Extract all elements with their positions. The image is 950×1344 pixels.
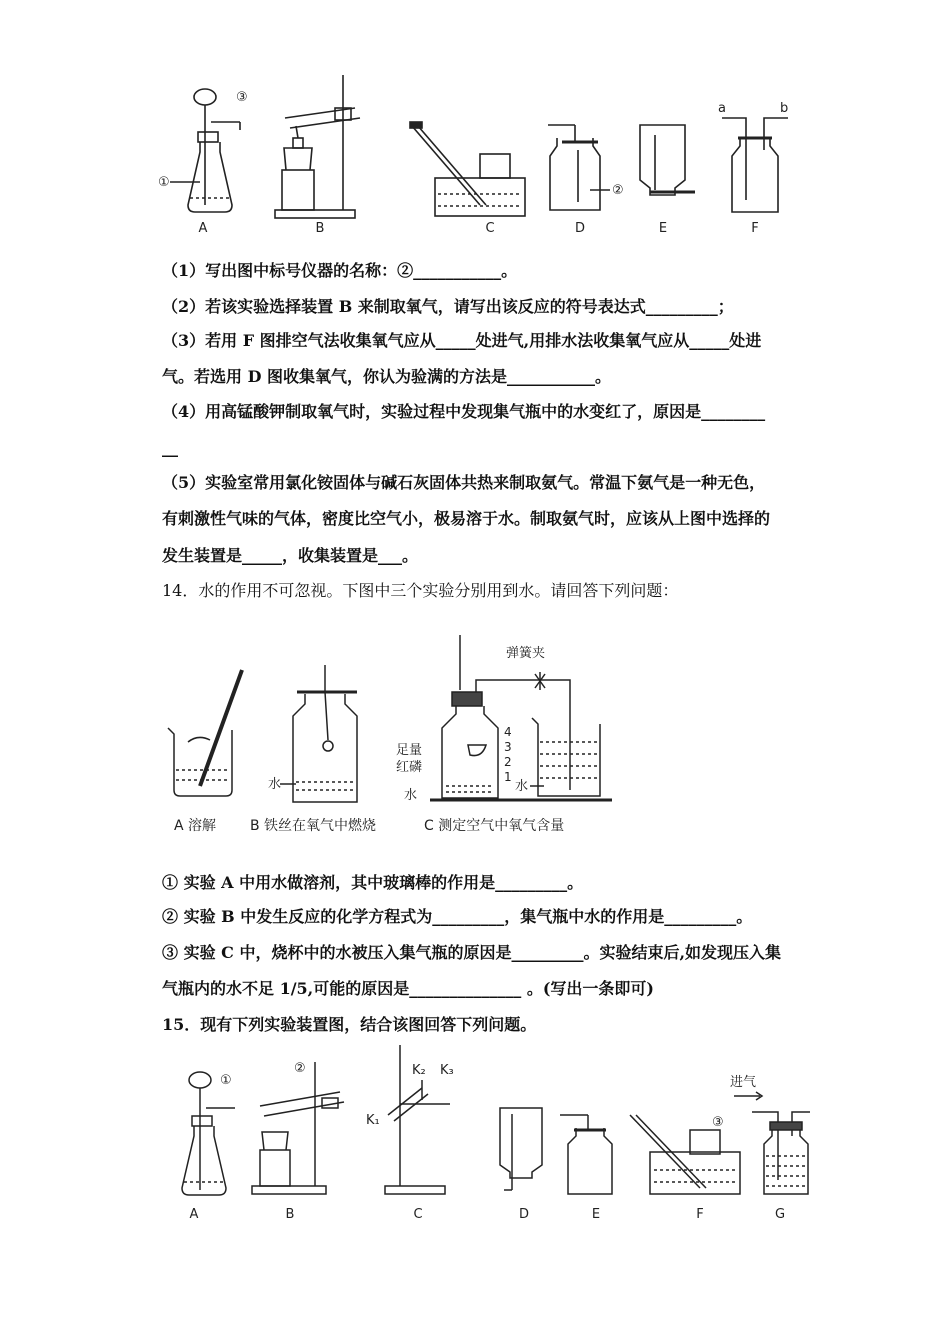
q15-k2: K₂	[412, 1063, 426, 1078]
fig1-mark-2: ②	[612, 183, 624, 198]
apparatus-b-heating	[275, 75, 360, 218]
fig1-label-d: D	[574, 221, 586, 236]
q13-part-4a: （4）用高锰酸钾制取氧气时，实验过程中发现集气瓶中的水变红了，原因是________	[162, 402, 766, 421]
apparatus-figure-q15	[160, 1040, 820, 1230]
experiment-c-beaker-water-label: 水	[515, 779, 529, 794]
q13-part-5b: 有刺激性气味的气体，密度比空气小，极易溶于水。制取氨气时，应该从上图中选择的	[162, 509, 771, 528]
experiment-b-gas-jar	[280, 665, 357, 802]
scale-mark-3: 3	[504, 740, 512, 754]
q15-mark-1: ①	[220, 1073, 232, 1088]
scale-mark-2: 2	[504, 755, 512, 769]
fig1-label-c: C	[485, 221, 495, 236]
experiment-c-red-p-line2: 红磷	[396, 760, 423, 775]
caption-c: C 测定空气中氧气含量	[424, 818, 565, 834]
q13-part-2: （2）若该实验选择装置 B 来制取氧气，请写出该反应的符号表达式_________；	[162, 297, 734, 316]
caption-a: A 溶解	[174, 818, 217, 834]
apparatus-figure-q13	[150, 70, 800, 240]
q15-label-b: B	[285, 1207, 295, 1222]
q15-label-g: G	[774, 1207, 786, 1222]
q15-stem: 15．现有下列实验装置图，结合该图回答下列问题。	[162, 1015, 537, 1034]
q13-part-3b: 气。若选用 D 图收集氧气，你认为验满的方法是___________。	[162, 367, 612, 386]
q13-part-5a: （5）实验室常用氯化铵固体与碱石灰固体共热来制取氨气。常温下氨气是一种无色，	[162, 473, 766, 492]
experiment-c-water-label: 水	[404, 788, 418, 803]
fig1-port-a: a	[718, 101, 726, 116]
q15-mark-2: ②	[294, 1061, 306, 1076]
q15-apparatus-g	[734, 1092, 810, 1194]
q15-label-f: F	[696, 1207, 704, 1222]
apparatus-d-bottle	[548, 125, 610, 210]
q14-sub-2: ② 实验 B 中发生反应的化学方程式为_________，集气瓶中水的作用是_________。	[162, 907, 753, 926]
apparatus-f-wash-bottle	[722, 118, 788, 212]
caption-b: B 铁丝在氧气中燃烧	[250, 818, 377, 834]
apparatus-a-flask	[170, 89, 240, 212]
q15-label-a: A	[189, 1207, 199, 1222]
q15-inlet-label: 进气	[730, 1075, 757, 1090]
fig1-label-e: E	[658, 221, 668, 236]
q14-sub-3a: ③ 实验 C 中，烧杯中的水被压入集气瓶的原因是_________。实验结束后,如发现压入集	[162, 943, 782, 962]
q15-mark-3: ③	[712, 1115, 724, 1130]
apparatus-c-trough	[410, 122, 525, 216]
experiment-b-water-label: 水	[268, 777, 282, 792]
spring-clip-label: 弹簧夹	[506, 646, 546, 661]
apparatus-e-bottle	[640, 125, 695, 195]
q15-apparatus-d	[500, 1108, 542, 1190]
fig1-mark-3: ③	[236, 90, 248, 105]
q14-stem: 14．水的作用不可忽视。下图中三个实验分别用到水。请回答下列问题：	[162, 581, 679, 600]
fig1-port-b: b	[780, 101, 789, 116]
q13-part-5c: 发生装置是_____，收集装置是___。	[162, 546, 419, 565]
q15-k3: K₃	[440, 1063, 454, 1078]
q13-part-4b: __	[162, 438, 178, 457]
q15-apparatus-a	[182, 1072, 235, 1195]
q15-apparatus-e	[560, 1115, 612, 1194]
fig1-mark-1: ①	[158, 175, 170, 190]
q13-part-3a: （3）若用 F 图排空气法收集氧气应从_____处进气,用排水法收集氧气应从_____处进	[162, 331, 762, 350]
fig1-label-b: B	[315, 221, 325, 236]
q14-sub-1: ① 实验 A 中用水做溶剂，其中玻璃棒的作用是_________。	[162, 873, 584, 892]
scale-mark-4: 4	[504, 725, 512, 739]
q15-k1: K₁	[366, 1113, 380, 1128]
fig1-label-f: F	[751, 221, 759, 236]
scale-mark-1: 1	[504, 770, 512, 784]
q13-part-1: （1）写出图中标号仪器的名称：②___________。	[162, 261, 518, 280]
q15-apparatus-b	[252, 1062, 344, 1194]
experiment-c-red-p-line1: 足量	[396, 743, 423, 758]
q15-label-d: D	[518, 1207, 530, 1222]
q15-label-e: E	[591, 1207, 601, 1222]
q15-label-c: C	[413, 1207, 423, 1222]
q14-sub-3b: 气瓶内的水不足 1/5,可能的原因是______________ 。(写出一条即可)	[162, 979, 654, 998]
experiment-figure-q14	[160, 630, 620, 845]
fig1-label-a: A	[198, 221, 208, 236]
experiment-a-beaker	[168, 670, 242, 796]
